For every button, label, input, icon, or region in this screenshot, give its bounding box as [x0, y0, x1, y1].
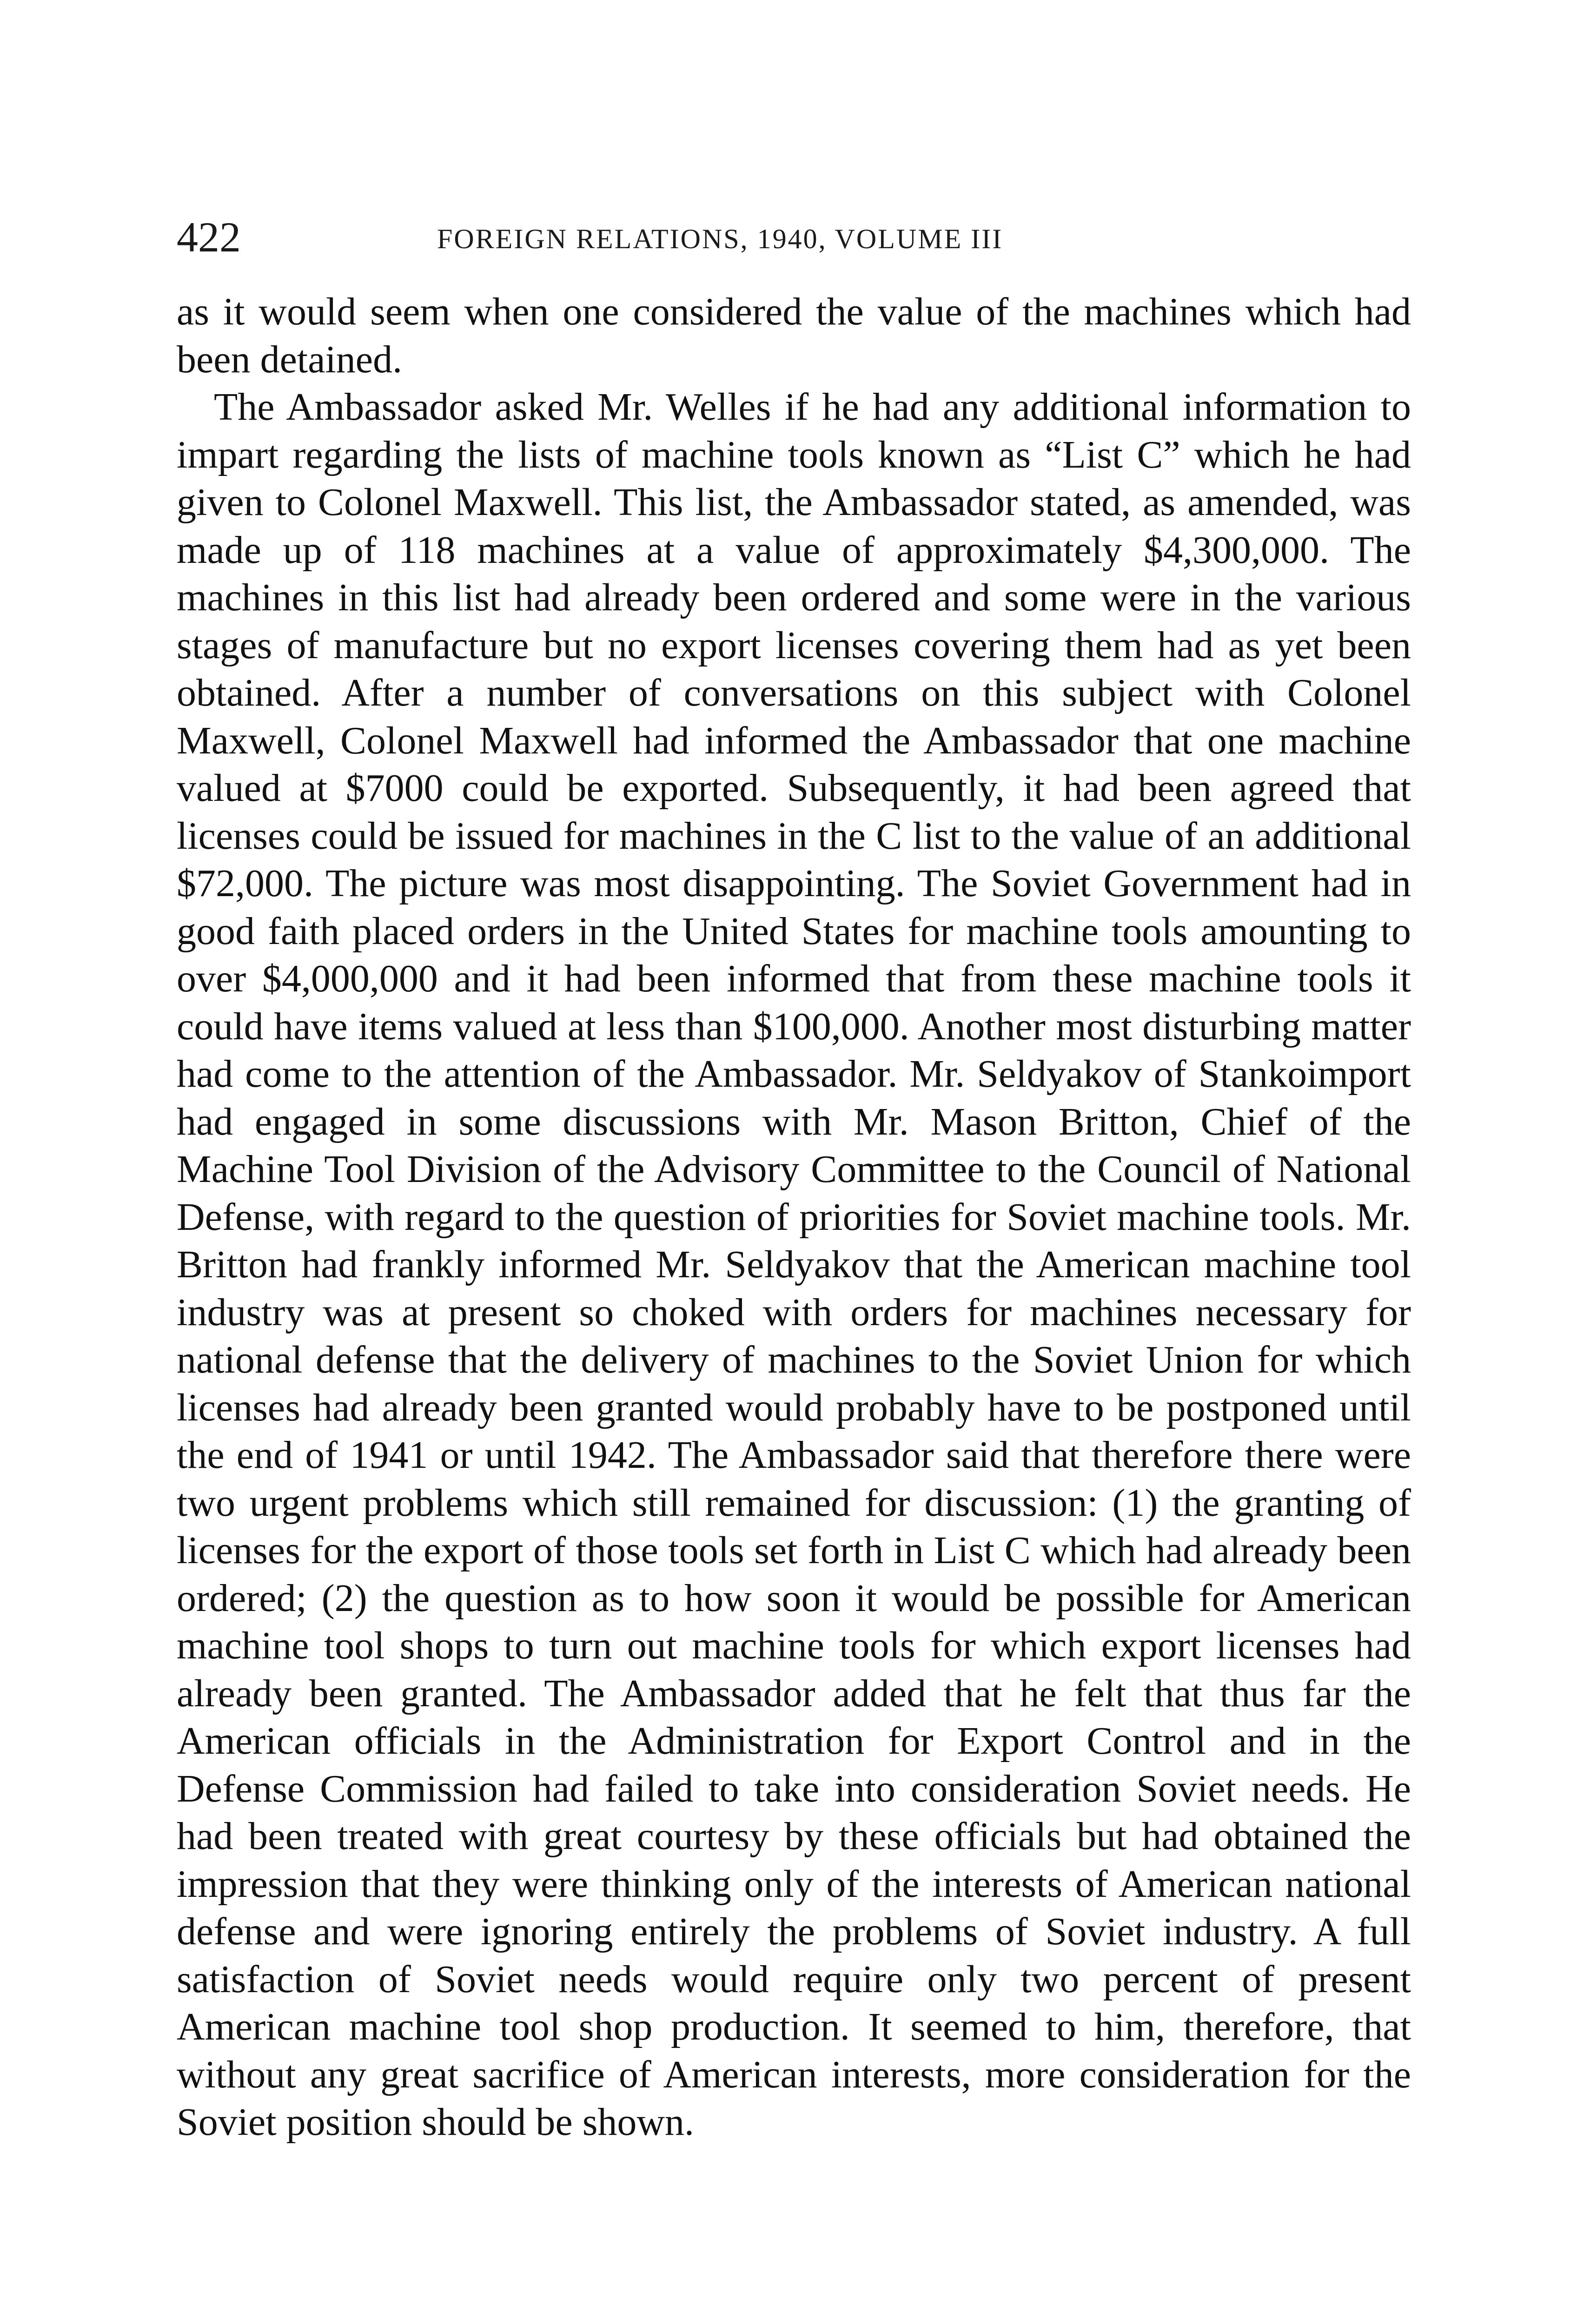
body-text — [177, 288, 1411, 2146]
page-header — [177, 209, 1413, 274]
running-title: FOREIGN RELATIONS, 1940, VOLUME III — [437, 224, 1003, 254]
paragraph-continuation: as it would seem when one considered the value of the machines which had been detained. — [177, 290, 1411, 381]
page-number: 422 — [177, 213, 241, 261]
paragraph: The Ambassador asked Mr. Welles if he had any additional information to impart regarding the lists of machine tools known as “List C” which he had given to Colonel Maxwell. This list, the Ambassador stated, as amended, was made up of 118 machines at a value of approximately $4,300,000. The machines in this list had already been ordered and some were in the various stages of manufacture but no export licenses covering them had as yet been obtained. After a number of conversations on this subject with Colonel Maxwell, Colonel Maxwell had informed the Ambassador that one machine valued at $7000 could be exported. Subsequently, it had been agreed that licenses could be issued for machines in the C list to the value of an additional $72,000. The picture was most disappointing. The Soviet Government had in good faith placed orders in the United States for machine tools amounting to over $4,000,000 and it had been informed that from these machine tools it could have items valued at less than $100,000. Another most disturbing matter had come to the attention of the Ambassador. Mr. Seldyakov of Stankoimport had engaged in some discussions with Mr. Mason Britton, Chief of the Machine Tool Division of the Advisory Committee to the Council of National Defense, with regard to the question of priorities for Soviet machine tools. Mr. Britton had frankly informed Mr. Seldyakov that the American machine tool industry was at present so choked with orders for machines necessary for national defense that the delivery of machines to the Soviet Union for which licenses had already been granted would probably have to be postponed until the end of 1941 or until 1942. The Ambassador said that therefore there were two urgent problems which still remained for discussion: (1) the granting of licenses for the export of those tools set forth in List C which had already been ordered; (2) the question as to how soon it would be possible for American machine tool shops to turn out machine tools for which export licenses had already been granted. The Ambassador added that he felt that thus far the American officials in the Administration for Export Control and in the Defense Commission had failed to take into consideration Soviet needs. He had been treated with great courtesy by these officials but had obtained the impression that they were thinking only of the interests of American national defense and were ignoring entirely the problems of Soviet industry. A full satisfaction of Soviet needs would require only two percent of present American machine tool shop production. It seemed to him, therefore, that without any great sacrifice of American interests, more consideration for the Soviet position should be shown. — [177, 385, 1411, 2144]
